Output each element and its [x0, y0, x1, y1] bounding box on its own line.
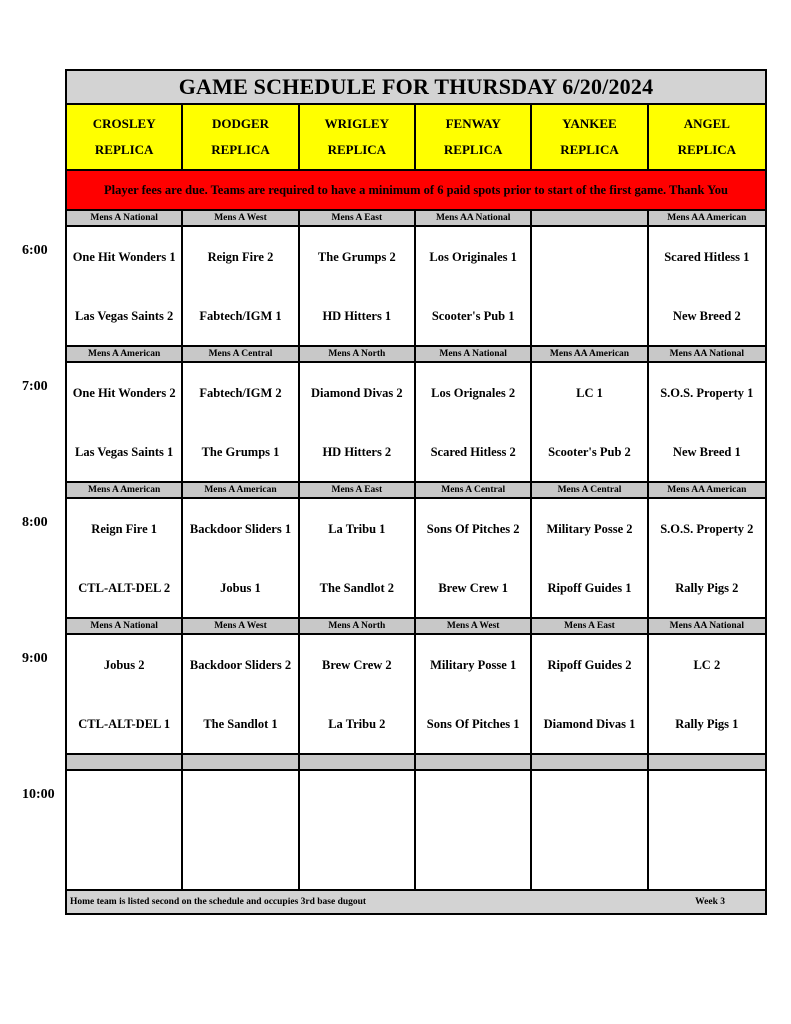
field-subtitle: REPLICA — [560, 142, 619, 157]
division-label: Mens A Central — [183, 347, 299, 363]
game-cell — [416, 363, 532, 483]
game-cell — [67, 499, 183, 619]
division-label: Mens AA American — [649, 211, 765, 227]
division-label — [532, 211, 648, 227]
game-cell — [183, 499, 299, 619]
field-subtitle: REPLICA — [211, 142, 270, 157]
game-cell — [532, 227, 648, 347]
game-cell — [183, 227, 299, 347]
home-team: Diamond Divas 1 — [543, 716, 636, 731]
home-team: Jobus 1 — [220, 580, 261, 595]
division-label: Mens A American — [67, 347, 183, 363]
home-team: New Breed 1 — [672, 444, 741, 459]
home-team: Scooter's Pub 1 — [431, 308, 515, 323]
division-label: Mens A Central — [532, 483, 648, 499]
field-header-wrigley — [300, 105, 416, 171]
field-subtitle: REPLICA — [443, 142, 503, 157]
away-team: Military Posse 2 — [546, 521, 633, 536]
field-subtitle: REPLICA — [677, 142, 737, 157]
field-name: ANGEL — [683, 116, 730, 131]
away-team: Fabtech/IGM 2 — [199, 385, 282, 400]
away-team: Los Orignales 2 — [431, 385, 516, 400]
home-team: The Grumps 1 — [201, 444, 280, 459]
empty-game-cell — [183, 771, 299, 891]
empty-game-cell — [67, 771, 183, 891]
division-label: Mens A East — [532, 619, 648, 635]
time-slot-label: 6:00 — [22, 243, 48, 258]
away-team: S.O.S. Property 2 — [660, 521, 754, 536]
game-cell — [67, 635, 183, 755]
away-team — [532, 227, 646, 286]
home-team: Scooter's Pub 2 — [548, 444, 631, 459]
division-label — [183, 755, 299, 771]
time-slot-label: 8:00 — [22, 515, 48, 530]
time-slot-label: 10:00 — [22, 787, 55, 802]
away-team: Sons Of Pitches 2 — [426, 521, 520, 536]
game-cell — [532, 499, 648, 619]
home-team: Scared Hitless 2 — [430, 444, 516, 459]
away-team: S.O.S. Property 1 — [660, 385, 754, 400]
home-team: Las Vegas Saints 1 — [75, 444, 174, 459]
division-label: Mens A National — [67, 211, 183, 227]
game-cell — [532, 363, 648, 483]
division-label: Mens AA American — [532, 347, 648, 363]
game-cell — [300, 363, 416, 483]
home-team: CTL-ALT-DEL 2 — [78, 580, 171, 595]
away-team: LC 2 — [693, 657, 721, 672]
away-team: Reign Fire 2 — [207, 249, 274, 264]
game-cell — [416, 227, 532, 347]
division-label: Mens A North — [300, 347, 416, 363]
footer-bar — [67, 891, 765, 913]
home-team — [532, 286, 646, 345]
empty-game-cell — [416, 771, 532, 891]
field-header-yankee — [532, 105, 648, 171]
field-header-fenway — [416, 105, 532, 171]
empty-game-cell — [532, 771, 648, 891]
fee-notice-banner: Player fees are due. Teams are required to have a minimum of 6 paid spots prior to start of the first game. Thank You — [67, 171, 765, 211]
division-label: Mens AA National — [416, 211, 532, 227]
game-cell — [649, 635, 765, 755]
away-team: Brew Crew 2 — [321, 657, 392, 672]
division-label — [416, 755, 532, 771]
away-team: The Grumps 2 — [317, 249, 396, 264]
division-label: Mens A North — [300, 619, 416, 635]
home-team: CTL-ALT-DEL 1 — [78, 716, 171, 731]
division-label: Mens A National — [416, 347, 532, 363]
field-subtitle: REPLICA — [327, 142, 387, 157]
away-team: LC 1 — [576, 385, 603, 400]
away-team: Diamond Divas 2 — [310, 385, 403, 400]
footer-note: Home team is listed second on the schedule and occupies 3rd base dugout — [70, 897, 367, 907]
game-cell — [67, 227, 183, 347]
away-team: Reign Fire 1 — [91, 521, 158, 536]
game-cell — [300, 499, 416, 619]
division-label: Mens A West — [416, 619, 532, 635]
division-label: Mens A Central — [416, 483, 532, 499]
away-team: One Hit Wonders 2 — [72, 385, 176, 400]
week-label: Week 3 — [695, 897, 725, 907]
away-team: Military Posse 1 — [430, 657, 517, 672]
time-slot-label: 7:00 — [22, 379, 48, 394]
field-name: WRIGLEY — [324, 116, 389, 131]
away-team: Scared Hitless 1 — [664, 249, 750, 264]
away-team: La Tribu 1 — [328, 521, 386, 536]
home-team: Ripoff Guides 1 — [547, 580, 632, 595]
game-cell — [649, 363, 765, 483]
home-team: HD Hitters 1 — [322, 308, 392, 323]
division-label — [649, 755, 765, 771]
empty-game-cell — [300, 771, 416, 891]
field-header-crosley — [67, 105, 183, 171]
empty-game-cell — [649, 771, 765, 891]
home-team: The Sandlot 1 — [203, 716, 278, 731]
division-label — [532, 755, 648, 771]
home-team: Sons Of Pitches 1 — [426, 716, 520, 731]
away-team: Ripoff Guides 2 — [547, 657, 632, 672]
field-name: CROSLEY — [92, 116, 156, 131]
division-label — [300, 755, 416, 771]
away-team: Backdoor Sliders 1 — [189, 521, 292, 536]
field-header-dodger — [183, 105, 299, 171]
time-slot-label: 9:00 — [22, 651, 48, 666]
game-cell — [649, 227, 765, 347]
away-team: Jobus 2 — [103, 657, 145, 672]
division-label: Mens A American — [67, 483, 183, 499]
division-label: Mens AA National — [649, 619, 765, 635]
schedule-sheet — [65, 69, 767, 915]
division-label: Mens A East — [300, 483, 416, 499]
game-cell — [416, 635, 532, 755]
home-team: Rally Pigs 2 — [675, 580, 739, 595]
division-label: Mens A American — [183, 483, 299, 499]
division-label: Mens A West — [183, 619, 299, 635]
game-cell — [183, 363, 299, 483]
division-label: Mens AA National — [649, 347, 765, 363]
division-label: Mens AA American — [649, 483, 765, 499]
division-label: Mens A National — [67, 619, 183, 635]
game-cell — [300, 227, 416, 347]
game-cell — [300, 635, 416, 755]
field-subtitle: REPLICA — [94, 142, 154, 157]
field-name: YANKEE — [562, 116, 617, 131]
home-team: New Breed 2 — [672, 308, 741, 323]
away-team: Los Originales 1 — [429, 249, 517, 264]
away-team: One Hit Wonders 1 — [72, 249, 176, 264]
page-title: GAME SCHEDULE FOR THURSDAY 6/20/2024 — [67, 71, 765, 105]
home-team: HD Hitters 2 — [322, 444, 392, 459]
field-name: DODGER — [211, 116, 270, 131]
game-cell — [532, 635, 648, 755]
game-cell — [183, 635, 299, 755]
home-team: La Tribu 2 — [328, 716, 386, 731]
game-cell — [416, 499, 532, 619]
home-team: Las Vegas Saints 2 — [75, 308, 174, 323]
game-cell — [67, 363, 183, 483]
away-team: Backdoor Sliders 2 — [189, 657, 292, 672]
home-team: Rally Pigs 1 — [675, 716, 739, 731]
game-cell — [649, 499, 765, 619]
division-label — [67, 755, 183, 771]
home-team: Fabtech/IGM 1 — [199, 308, 282, 323]
home-team: Brew Crew 1 — [438, 580, 508, 595]
division-label: Mens A East — [300, 211, 416, 227]
division-label: Mens A West — [183, 211, 299, 227]
home-team: The Sandlot 2 — [319, 580, 394, 595]
field-name: FENWAY — [445, 116, 501, 131]
field-header-angel — [649, 105, 765, 171]
